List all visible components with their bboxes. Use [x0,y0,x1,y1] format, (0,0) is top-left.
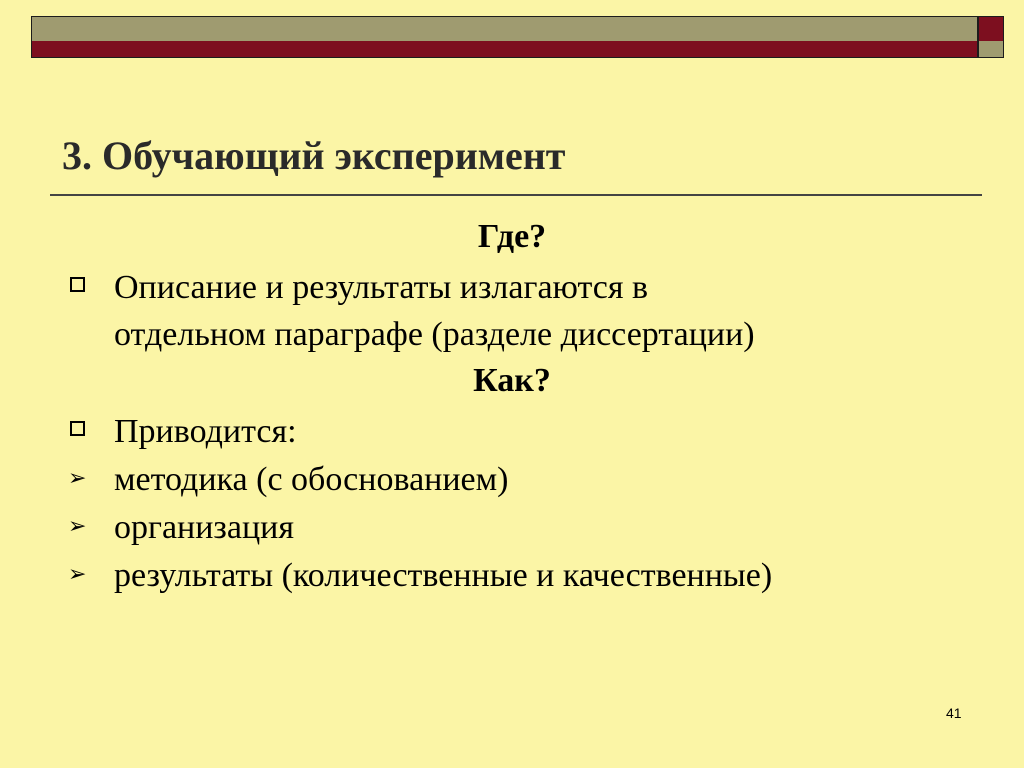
sub-item-organization [62,504,994,551]
header-maroon-band [32,41,977,57]
sub-item-results [62,552,994,599]
sub-item-text: методика (с обоснованием) [114,461,509,498]
corner-olive-block [979,41,1003,57]
sub-item-text: организация [114,509,294,546]
header-corner-decor [978,16,1004,58]
bullet-item-description [62,264,994,358]
title-divider [50,194,982,196]
header-olive-band [32,17,977,41]
slide-title: 3. Обучающий эксперимент [62,133,566,178]
where-heading: Где? [477,218,547,255]
hollow-square-icon [66,264,86,311]
sub-item-method [62,456,994,503]
bullet-item-provided [62,408,994,455]
arrowhead-icon: ➢ [68,561,87,586]
page-number: 41 [946,705,962,721]
arrowhead-icon: ➢ [68,513,87,538]
how-heading: Как? [473,362,551,399]
bullet-text: Приводится: [114,413,297,450]
hollow-square-icon [66,408,86,455]
corner-maroon-block [979,17,1003,41]
bullet-text-line2: отдельном параграфе (разделе диссертации) [114,316,755,353]
arrowhead-icon: ➢ [68,465,87,490]
header-decor-bar [31,16,978,58]
bullet-text-line1: Описание и результаты излагаются в [114,269,649,306]
sub-item-text: результаты (количественные и качественные) [114,557,773,594]
